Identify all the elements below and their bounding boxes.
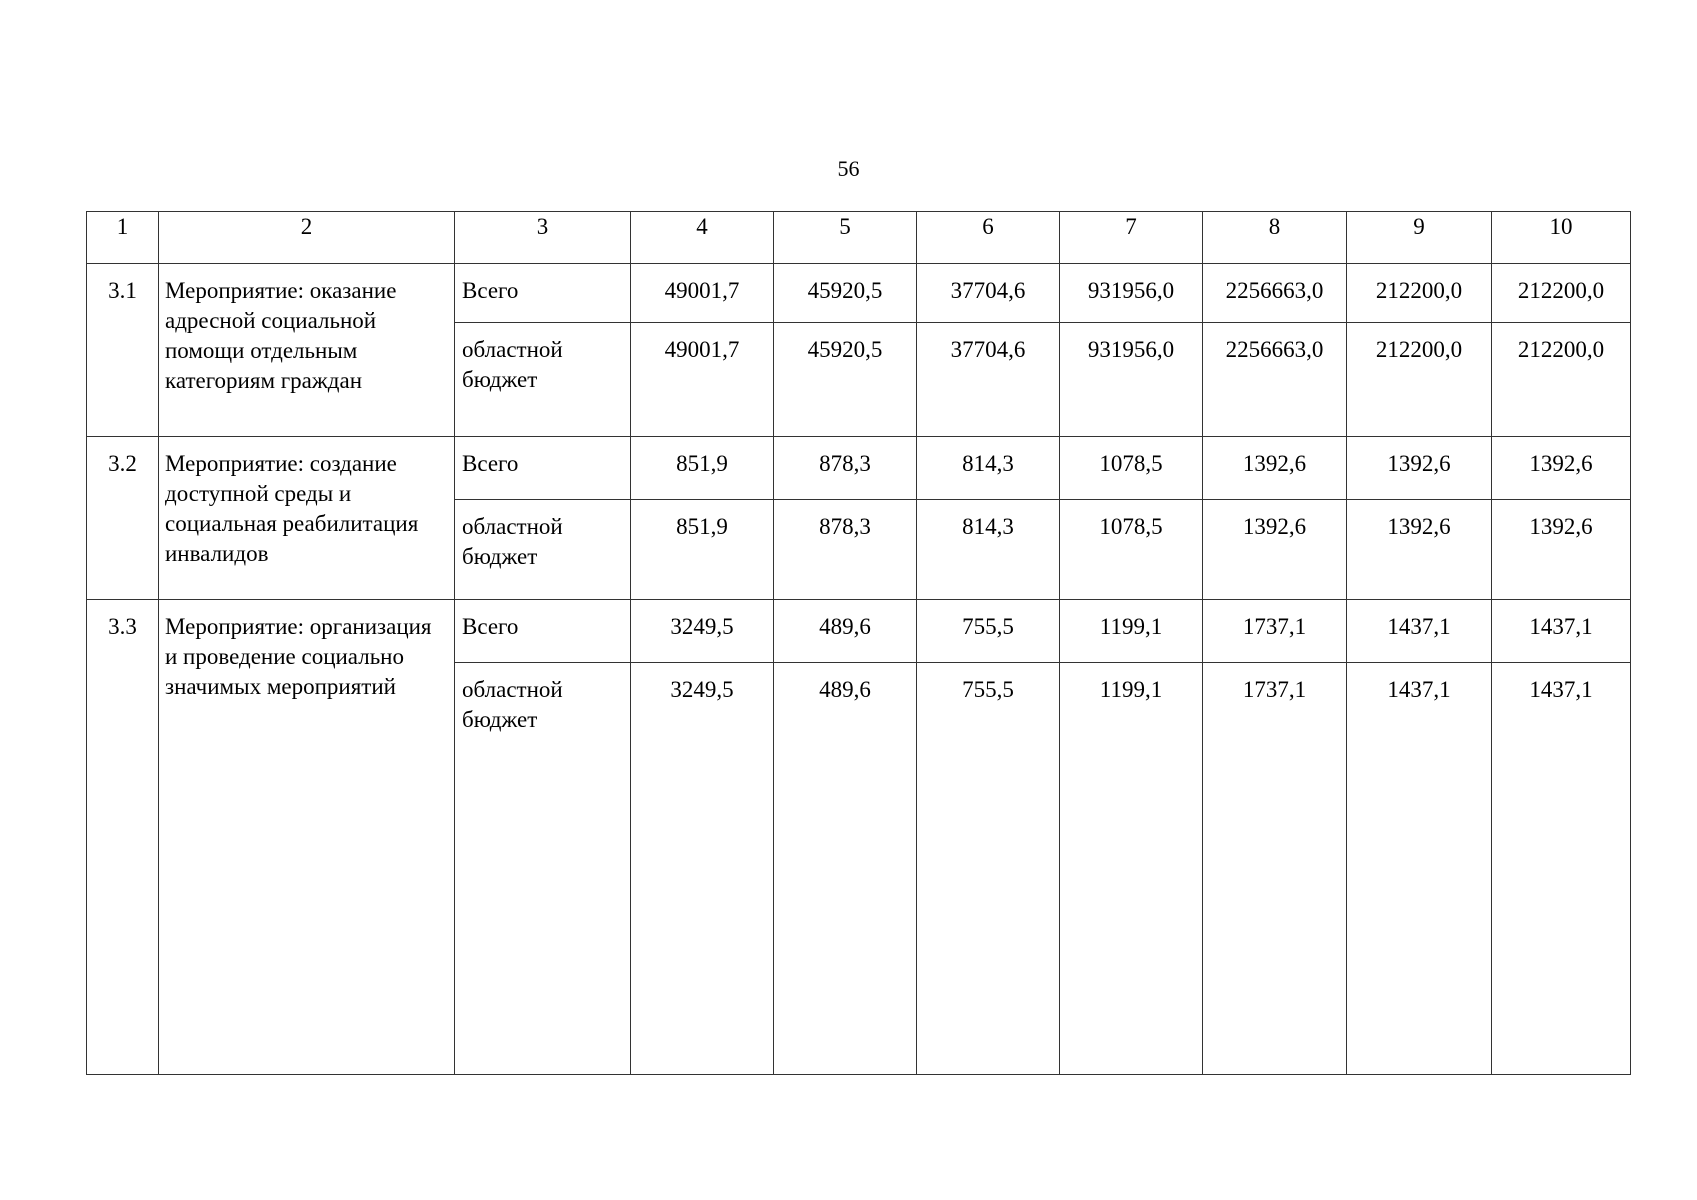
value-cell: 1437,1: [1492, 600, 1631, 663]
value-cell: 1737,1: [1203, 663, 1347, 1075]
table-header-row: [87, 212, 1631, 264]
table-row: [87, 264, 1631, 323]
value-cell: 37704,6: [917, 264, 1060, 323]
value-cell: 45920,5: [774, 264, 917, 323]
value-cell: 3249,5: [631, 663, 774, 1075]
value-cell: 1199,1: [1060, 663, 1203, 1075]
funding-source: областной бюджет: [455, 500, 631, 600]
value-cell: 1392,6: [1347, 500, 1492, 600]
page-number: 56: [837, 156, 860, 181]
value-cell: 878,3: [774, 500, 917, 600]
value-cell: 755,5: [917, 600, 1060, 663]
value-cell: 1437,1: [1347, 600, 1492, 663]
value-cell: 3249,5: [631, 600, 774, 663]
measure-name: Мероприятие: создание доступной среды и социальная реабилитация инвалидов: [159, 437, 455, 600]
value-cell: 1392,6: [1492, 437, 1631, 500]
funding-source: областной бюджет: [455, 663, 631, 1075]
value-cell: 878,3: [774, 437, 917, 500]
header-cell: 4: [631, 212, 774, 264]
value-cell: 45920,5: [774, 323, 917, 437]
value-cell: 212200,0: [1347, 323, 1492, 437]
header-cell: 3: [455, 212, 631, 264]
value-cell: 851,9: [631, 500, 774, 600]
header-cell: 7: [1060, 212, 1203, 264]
value-cell: 814,3: [917, 500, 1060, 600]
row-number: 3.3: [87, 600, 159, 1075]
value-cell: 931956,0: [1060, 323, 1203, 437]
row-number: 3.1: [87, 264, 159, 437]
header-cell: 9: [1347, 212, 1492, 264]
table-row: [87, 600, 1631, 663]
funding-source: Всего: [455, 264, 631, 323]
funding-source: Всего: [455, 600, 631, 663]
measure-name: Мероприятие: организация и проведение социально значимых мероприятий: [159, 600, 455, 1075]
row-number: 3.2: [87, 437, 159, 600]
value-cell: 2256663,0: [1203, 323, 1347, 437]
value-cell: 49001,7: [631, 264, 774, 323]
value-cell: 49001,7: [631, 323, 774, 437]
value-cell: 1392,6: [1347, 437, 1492, 500]
header-cell: 5: [774, 212, 917, 264]
value-cell: 1392,6: [1492, 500, 1631, 600]
value-cell: 931956,0: [1060, 264, 1203, 323]
value-cell: 1078,5: [1060, 500, 1203, 600]
header-cell: 1: [87, 212, 159, 264]
value-cell: 212200,0: [1492, 264, 1631, 323]
table-row: [87, 437, 1631, 500]
value-cell: 1437,1: [1347, 663, 1492, 1075]
value-cell: 851,9: [631, 437, 774, 500]
value-cell: 489,6: [774, 600, 917, 663]
value-cell: 212200,0: [1347, 264, 1492, 323]
value-cell: 755,5: [917, 663, 1060, 1075]
value-cell: 1737,1: [1203, 600, 1347, 663]
value-cell: 1392,6: [1203, 437, 1347, 500]
value-cell: 1392,6: [1203, 500, 1347, 600]
budget-table: [86, 211, 1631, 1075]
value-cell: 1078,5: [1060, 437, 1203, 500]
funding-source: областной бюджет: [455, 323, 631, 437]
value-cell: 1199,1: [1060, 600, 1203, 663]
value-cell: 489,6: [774, 663, 917, 1075]
value-cell: 1437,1: [1492, 663, 1631, 1075]
header-cell: 10: [1492, 212, 1631, 264]
funding-source: Всего: [455, 437, 631, 500]
value-cell: 814,3: [917, 437, 1060, 500]
value-cell: 2256663,0: [1203, 264, 1347, 323]
value-cell: 37704,6: [917, 323, 1060, 437]
header-cell: 8: [1203, 212, 1347, 264]
header-cell: 6: [917, 212, 1060, 264]
header-cell: 2: [159, 212, 455, 264]
measure-name: Мероприятие: оказание адресной социальной помощи отдельным категориям граждан: [159, 264, 455, 437]
value-cell: 212200,0: [1492, 323, 1631, 437]
